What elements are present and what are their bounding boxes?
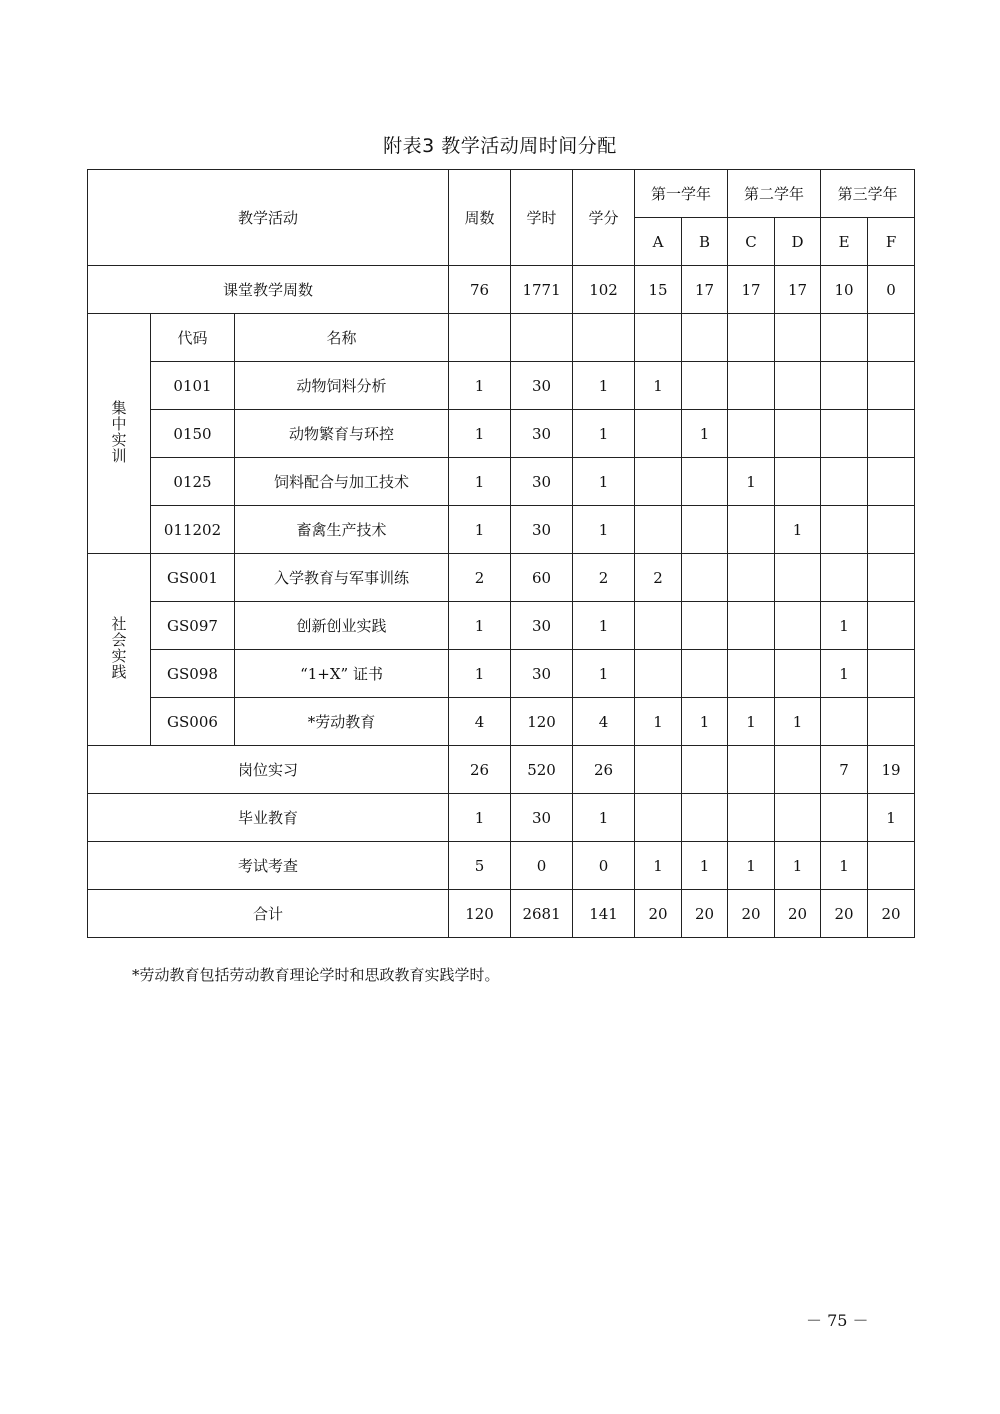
header-term-b: B bbox=[682, 218, 728, 266]
term-cell: 1 bbox=[682, 410, 728, 458]
credits-cell: 1 bbox=[573, 650, 635, 698]
term-cell bbox=[868, 458, 915, 506]
empty-cell bbox=[821, 314, 868, 362]
term-cell bbox=[728, 794, 775, 842]
focused-group-label bbox=[88, 314, 151, 554]
teaching-weeks-table bbox=[87, 169, 915, 938]
empty-cell bbox=[682, 314, 728, 362]
social-group-text: 社会实践 bbox=[109, 615, 128, 680]
credits-cell: 2 bbox=[573, 554, 635, 602]
term-cell bbox=[682, 650, 728, 698]
weeks-cell: 1 bbox=[449, 506, 511, 554]
classroom-term: 10 bbox=[821, 266, 868, 314]
term-cell bbox=[868, 698, 915, 746]
empty-cell bbox=[635, 314, 682, 362]
term-cell bbox=[868, 554, 915, 602]
summary-row bbox=[88, 794, 915, 842]
focused-header-row bbox=[88, 314, 915, 362]
term-cell bbox=[868, 506, 915, 554]
classroom-weeks: 76 bbox=[449, 266, 511, 314]
term-cell: 1 bbox=[775, 842, 821, 890]
term-cell bbox=[635, 602, 682, 650]
term-cell: 1 bbox=[775, 698, 821, 746]
page-number: － 75 － bbox=[806, 1311, 869, 1330]
term-cell: 1 bbox=[868, 794, 915, 842]
social-group-label bbox=[88, 554, 151, 746]
name-cell: *劳动教育 bbox=[235, 698, 449, 746]
hours-cell: 60 bbox=[511, 554, 573, 602]
term-cell bbox=[728, 362, 775, 410]
classroom-term: 17 bbox=[682, 266, 728, 314]
hours-cell: 520 bbox=[511, 746, 573, 794]
term-cell bbox=[868, 842, 915, 890]
summary-row bbox=[88, 746, 915, 794]
social-row bbox=[88, 602, 915, 650]
term-cell: 1 bbox=[821, 842, 868, 890]
classroom-term: 15 bbox=[635, 266, 682, 314]
weeks-cell: 1 bbox=[449, 650, 511, 698]
header-term-a: A bbox=[635, 218, 682, 266]
weeks-cell: 1 bbox=[449, 362, 511, 410]
term-cell bbox=[728, 554, 775, 602]
term-cell bbox=[775, 362, 821, 410]
code-cell: GS001 bbox=[151, 554, 235, 602]
term-cell bbox=[775, 554, 821, 602]
code-cell: 0101 bbox=[151, 362, 235, 410]
term-cell bbox=[682, 794, 728, 842]
code-header: 代码 bbox=[151, 314, 235, 362]
term-cell: 1 bbox=[821, 602, 868, 650]
hours-cell: 2681 bbox=[511, 890, 573, 938]
credits-cell: 1 bbox=[573, 410, 635, 458]
weeks-cell: 5 bbox=[449, 842, 511, 890]
term-cell: 1 bbox=[635, 842, 682, 890]
term-cell bbox=[821, 362, 868, 410]
term-cell bbox=[635, 746, 682, 794]
empty-cell bbox=[728, 314, 775, 362]
term-cell: 1 bbox=[682, 698, 728, 746]
weeks-cell: 26 bbox=[449, 746, 511, 794]
hours-cell: 30 bbox=[511, 650, 573, 698]
header-year-3: 第三学年 bbox=[821, 170, 915, 218]
credits-cell: 1 bbox=[573, 458, 635, 506]
hours-cell: 0 bbox=[511, 842, 573, 890]
term-cell: 20 bbox=[775, 890, 821, 938]
header-year-2: 第二学年 bbox=[728, 170, 821, 218]
credits-cell: 1 bbox=[573, 794, 635, 842]
hours-cell: 120 bbox=[511, 698, 573, 746]
table-title: 附表3 教学活动周时间分配 bbox=[383, 135, 617, 157]
term-cell bbox=[821, 458, 868, 506]
term-cell bbox=[682, 506, 728, 554]
name-cell: 动物饲料分析 bbox=[235, 362, 449, 410]
header-term-c: C bbox=[728, 218, 775, 266]
social-row bbox=[88, 650, 915, 698]
header-weeks: 周数 bbox=[449, 170, 511, 266]
summary-label: 考试考查 bbox=[88, 842, 449, 890]
term-cell bbox=[635, 506, 682, 554]
term-cell bbox=[868, 650, 915, 698]
classroom-hours: 1771 bbox=[511, 266, 573, 314]
credits-cell: 4 bbox=[573, 698, 635, 746]
weeks-cell: 120 bbox=[449, 890, 511, 938]
term-cell bbox=[775, 602, 821, 650]
classroom-term: 17 bbox=[728, 266, 775, 314]
term-cell bbox=[635, 794, 682, 842]
empty-cell bbox=[868, 314, 915, 362]
term-cell: 20 bbox=[868, 890, 915, 938]
term-cell: 20 bbox=[682, 890, 728, 938]
name-cell: 畜禽生产技术 bbox=[235, 506, 449, 554]
name-cell: 入学教育与军事训练 bbox=[235, 554, 449, 602]
name-header: 名称 bbox=[235, 314, 449, 362]
term-cell bbox=[821, 506, 868, 554]
term-cell bbox=[682, 458, 728, 506]
term-cell bbox=[775, 410, 821, 458]
term-cell: 20 bbox=[635, 890, 682, 938]
term-cell: 1 bbox=[775, 506, 821, 554]
term-cell bbox=[868, 362, 915, 410]
term-cell bbox=[775, 650, 821, 698]
term-cell bbox=[775, 458, 821, 506]
term-cell: 1 bbox=[635, 362, 682, 410]
weeks-cell: 1 bbox=[449, 410, 511, 458]
header-activity: 教学活动 bbox=[88, 170, 449, 266]
term-cell bbox=[635, 410, 682, 458]
hours-cell: 30 bbox=[511, 602, 573, 650]
weeks-cell: 1 bbox=[449, 602, 511, 650]
focused-row bbox=[88, 410, 915, 458]
name-cell: 动物繁育与环控 bbox=[235, 410, 449, 458]
classroom-term: 17 bbox=[775, 266, 821, 314]
header-term-e: E bbox=[821, 218, 868, 266]
empty-cell bbox=[775, 314, 821, 362]
weeks-cell: 1 bbox=[449, 458, 511, 506]
header-term-d: D bbox=[775, 218, 821, 266]
hours-cell: 30 bbox=[511, 794, 573, 842]
credits-cell: 0 bbox=[573, 842, 635, 890]
focused-row bbox=[88, 362, 915, 410]
weeks-cell: 2 bbox=[449, 554, 511, 602]
credits-cell: 1 bbox=[573, 602, 635, 650]
term-cell bbox=[635, 650, 682, 698]
term-cell bbox=[868, 602, 915, 650]
header-year-1: 第一学年 bbox=[635, 170, 728, 218]
term-cell bbox=[775, 746, 821, 794]
term-cell: 1 bbox=[635, 698, 682, 746]
summary-label: 合计 bbox=[88, 890, 449, 938]
summary-row bbox=[88, 890, 915, 938]
term-cell bbox=[682, 362, 728, 410]
weeks-cell: 1 bbox=[449, 794, 511, 842]
empty-cell bbox=[449, 314, 511, 362]
code-cell: 0125 bbox=[151, 458, 235, 506]
header-credits: 学分 bbox=[573, 170, 635, 266]
term-cell bbox=[728, 602, 775, 650]
code-cell: GS097 bbox=[151, 602, 235, 650]
term-cell: 1 bbox=[728, 842, 775, 890]
term-cell: 7 bbox=[821, 746, 868, 794]
classroom-row bbox=[88, 266, 915, 314]
term-cell: 2 bbox=[635, 554, 682, 602]
summary-row bbox=[88, 842, 915, 890]
name-cell: 饲料配合与加工技术 bbox=[235, 458, 449, 506]
term-cell: 20 bbox=[821, 890, 868, 938]
term-cell bbox=[821, 698, 868, 746]
header-hours: 学时 bbox=[511, 170, 573, 266]
footnote: *劳动教育包括劳动教育理论学时和思政教育实践学时。 bbox=[132, 966, 500, 984]
classroom-credits: 102 bbox=[573, 266, 635, 314]
credits-cell: 1 bbox=[573, 506, 635, 554]
summary-label: 毕业教育 bbox=[88, 794, 449, 842]
classroom-term: 0 bbox=[868, 266, 915, 314]
name-cell: “1+X” 证书 bbox=[235, 650, 449, 698]
term-cell bbox=[682, 554, 728, 602]
empty-cell bbox=[511, 314, 573, 362]
code-cell: 011202 bbox=[151, 506, 235, 554]
credits-cell: 26 bbox=[573, 746, 635, 794]
credits-cell: 141 bbox=[573, 890, 635, 938]
term-cell bbox=[728, 410, 775, 458]
hours-cell: 30 bbox=[511, 410, 573, 458]
name-cell: 创新创业实践 bbox=[235, 602, 449, 650]
term-cell bbox=[728, 746, 775, 794]
hours-cell: 30 bbox=[511, 506, 573, 554]
term-cell bbox=[728, 506, 775, 554]
weeks-cell: 4 bbox=[449, 698, 511, 746]
term-cell bbox=[682, 602, 728, 650]
credits-cell: 1 bbox=[573, 362, 635, 410]
term-cell bbox=[728, 650, 775, 698]
term-cell: 19 bbox=[868, 746, 915, 794]
hours-cell: 30 bbox=[511, 458, 573, 506]
term-cell bbox=[682, 746, 728, 794]
summary-label: 岗位实习 bbox=[88, 746, 449, 794]
social-row bbox=[88, 698, 915, 746]
focused-row bbox=[88, 506, 915, 554]
term-cell bbox=[821, 554, 868, 602]
term-cell: 1 bbox=[682, 842, 728, 890]
code-cell: 0150 bbox=[151, 410, 235, 458]
header-row-years bbox=[88, 170, 915, 218]
term-cell: 1 bbox=[728, 698, 775, 746]
term-cell bbox=[775, 794, 821, 842]
focused-row bbox=[88, 458, 915, 506]
term-cell bbox=[821, 794, 868, 842]
empty-cell bbox=[573, 314, 635, 362]
code-cell: GS006 bbox=[151, 698, 235, 746]
term-cell: 20 bbox=[728, 890, 775, 938]
header-term-f: F bbox=[868, 218, 915, 266]
social-row bbox=[88, 554, 915, 602]
term-cell: 1 bbox=[728, 458, 775, 506]
term-cell: 1 bbox=[821, 650, 868, 698]
term-cell bbox=[635, 458, 682, 506]
hours-cell: 30 bbox=[511, 362, 573, 410]
classroom-label: 课堂教学周数 bbox=[88, 266, 449, 314]
term-cell bbox=[821, 410, 868, 458]
code-cell: GS098 bbox=[151, 650, 235, 698]
focused-group-text: 集中实训 bbox=[109, 399, 128, 464]
term-cell bbox=[868, 410, 915, 458]
